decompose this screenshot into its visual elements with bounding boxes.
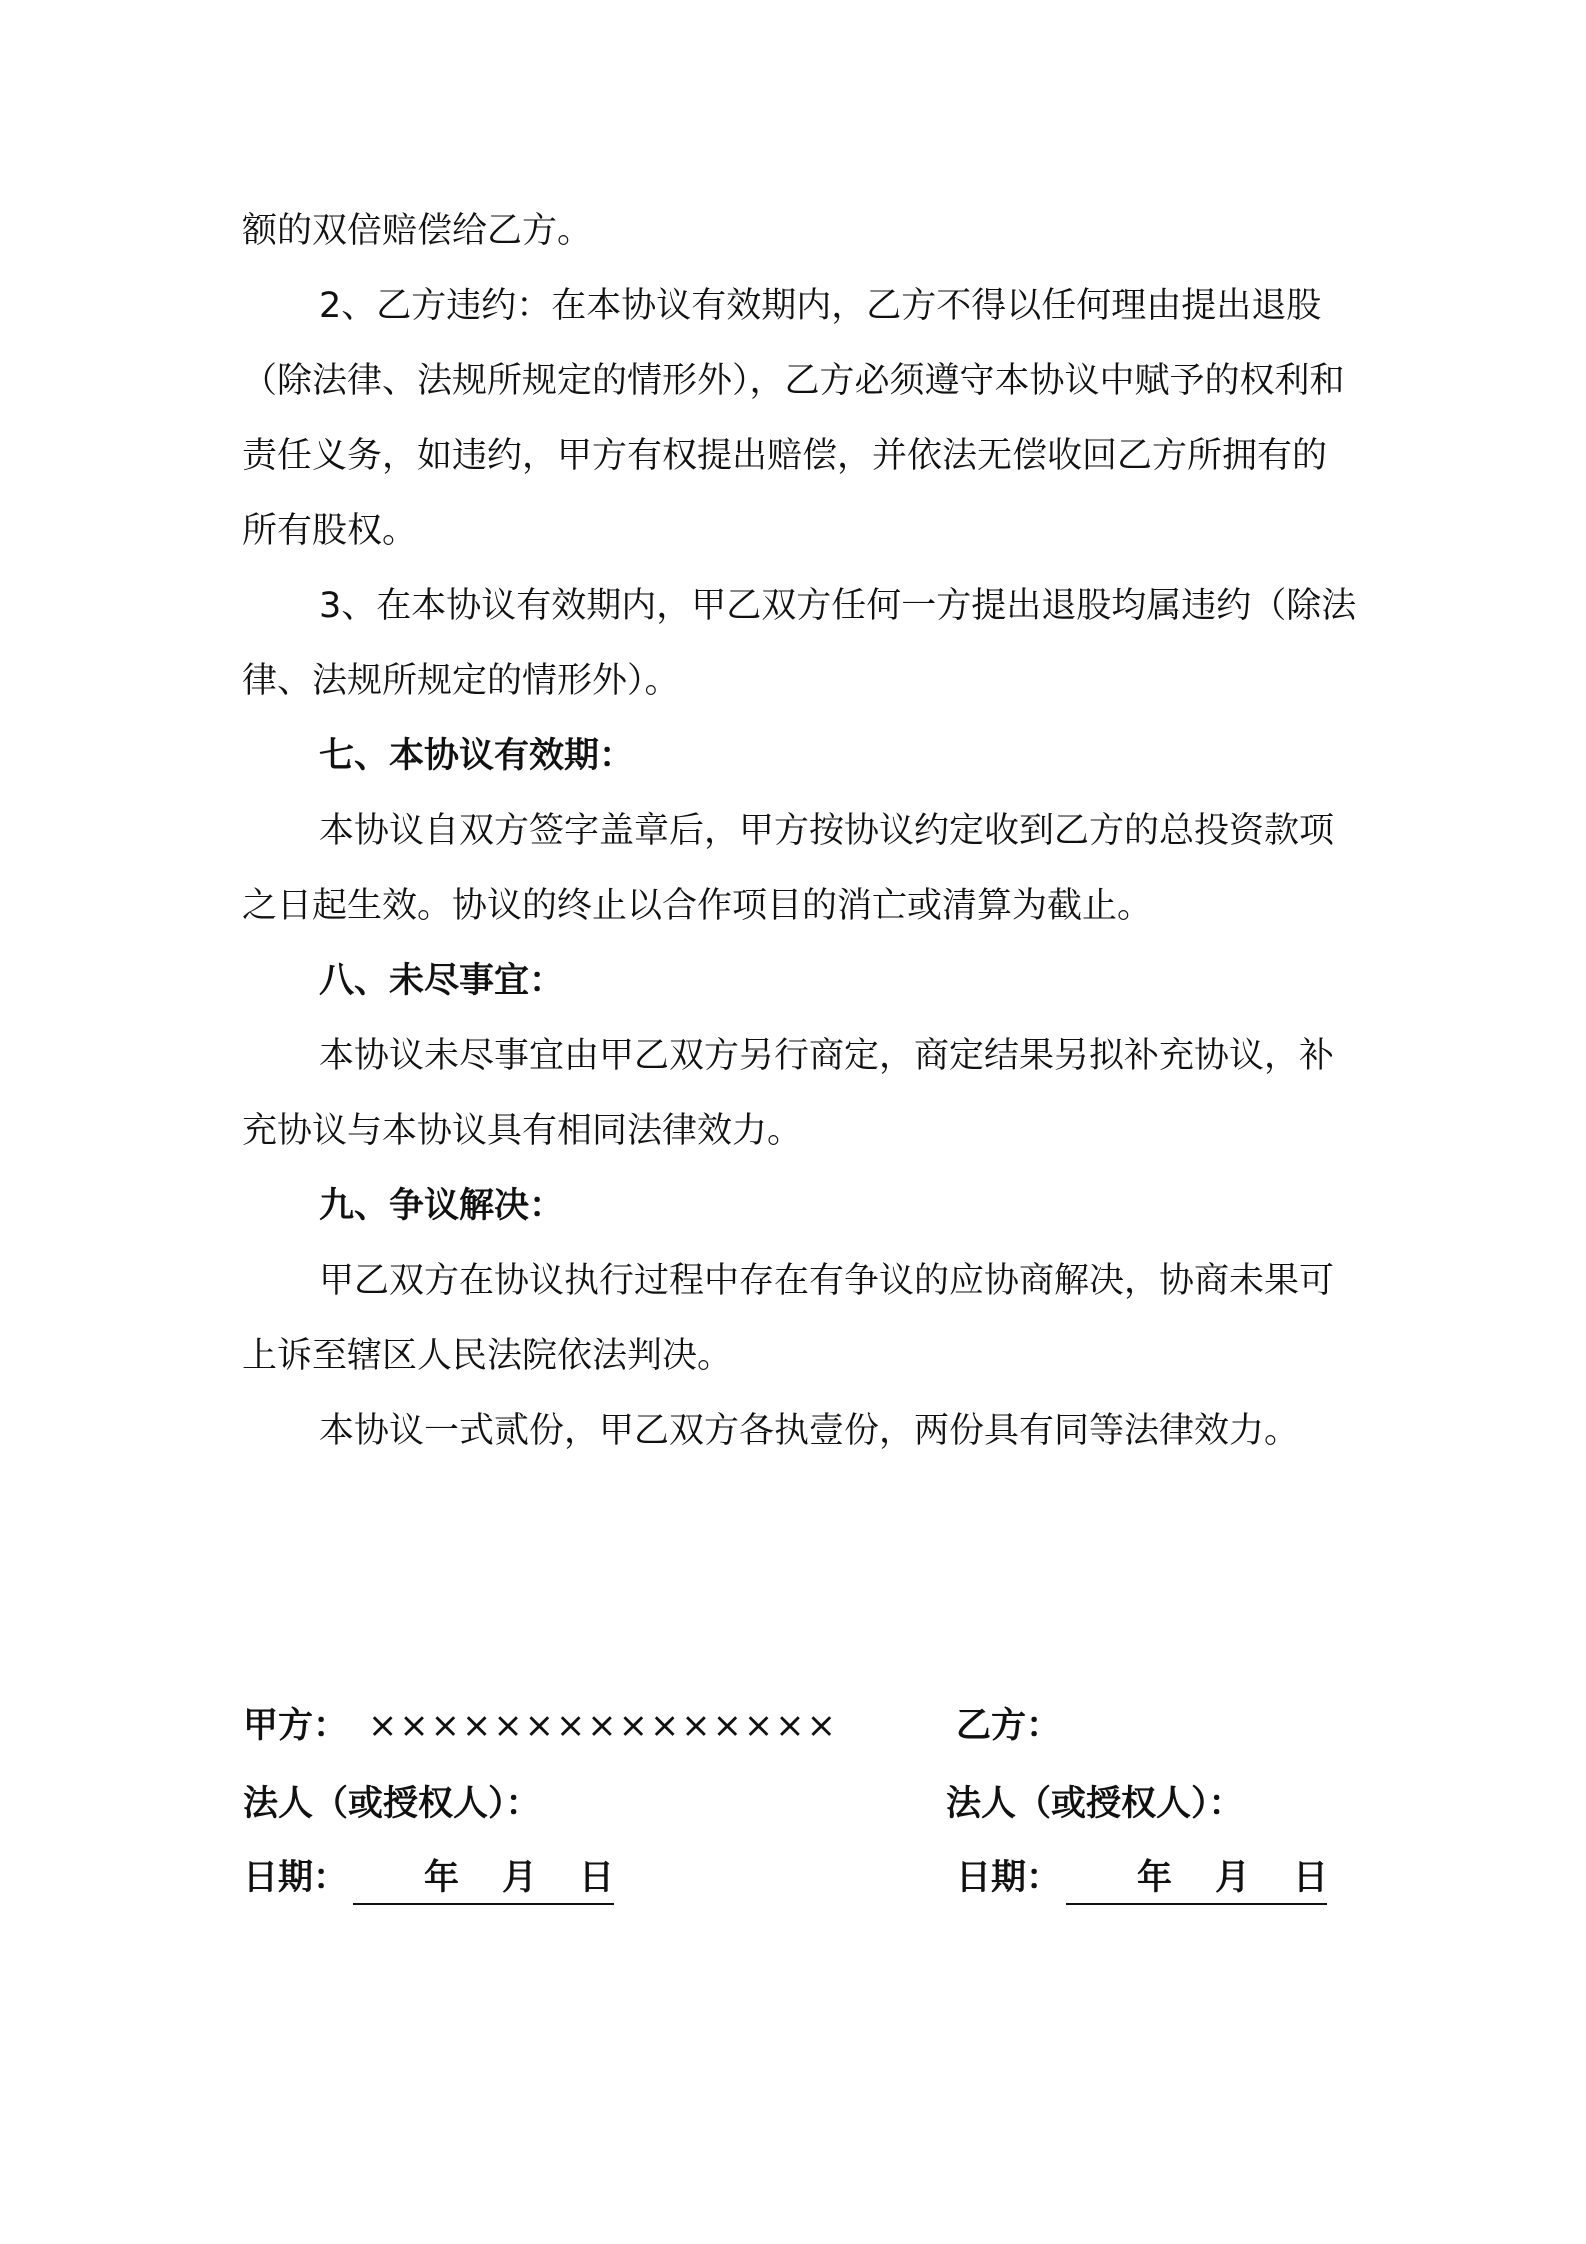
party-a-date-label: 日期： <box>243 1858 349 1898</box>
party-a-month: 月 <box>502 1858 538 1898</box>
paragraph-continuation: 额的双倍赔偿给乙方。 <box>242 211 593 251</box>
paragraph-copies: 本协议一式贰份，甲乙双方各执壹份，两份具有同等法律效力。 <box>319 1411 1300 1451</box>
party-a-day: 日 <box>579 1858 615 1898</box>
party-a-label: 甲方： <box>243 1706 349 1746</box>
paragraph-dispute-resolution: 甲乙双方在协议执行过程中存在有争议的应协商解决，协商未果可上诉至辖区人民法院依法判决。 <box>242 1261 1335 1376</box>
heading-unsettled-matters: 八、未尽事宜： <box>319 961 565 1001</box>
party-b-label: 乙方： <box>956 1706 1062 1746</box>
party-b-month: 月 <box>1215 1858 1251 1898</box>
paragraph-clause-3-withdrawal: 3、在本协议有效期内，甲乙双方任何一方提出退股均属违约（除法律、法规所规定的情形外）。 <box>242 586 1357 701</box>
party-b-year: 年 <box>1137 1858 1173 1898</box>
paragraph-clause-2-breach: 2、乙方违约：在本协议有效期内，乙方不得以任何理由提出退股（除法律、法规所规定的情形外），乙方必须遵守本协议中赋予的权利和责任义务，如违约，甲方有权提出赔偿，并依法无偿收回乙方所拥有的所有股权。 <box>242 286 1345 551</box>
heading-validity-period: 七、本协议有效期： <box>319 736 635 776</box>
party-b-date-line <box>1066 1853 1327 1905</box>
paragraph-validity: 本协议自双方签字盖章后，甲方按协议约定收到乙方的总投资款项之日起生效。协议的终止以合作项目的消亡或清算为截止。 <box>242 811 1335 926</box>
heading-dispute-resolution: 九、争议解决： <box>319 1186 565 1226</box>
party-a-name-placeholder: ××××××××××××××× <box>368 1706 838 1746</box>
party-a-legal-rep: 法人（或授权人）： <box>243 1784 541 1824</box>
document-body <box>242 194 1360 1469</box>
party-a-year: 年 <box>424 1858 460 1898</box>
party-a-date-line <box>353 1853 614 1905</box>
paragraph-unsettled-matters: 本协议未尽事宜由甲乙双方另行商定，商定结果另拟补充协议，补充协议与本协议具有相同法律效力。 <box>242 1036 1335 1151</box>
party-a-row <box>243 1701 838 1751</box>
party-b-legal-rep: 法人（或授权人）： <box>946 1784 1244 1824</box>
party-b-date-label: 日期： <box>956 1858 1062 1898</box>
party-b-day: 日 <box>1293 1858 1329 1898</box>
